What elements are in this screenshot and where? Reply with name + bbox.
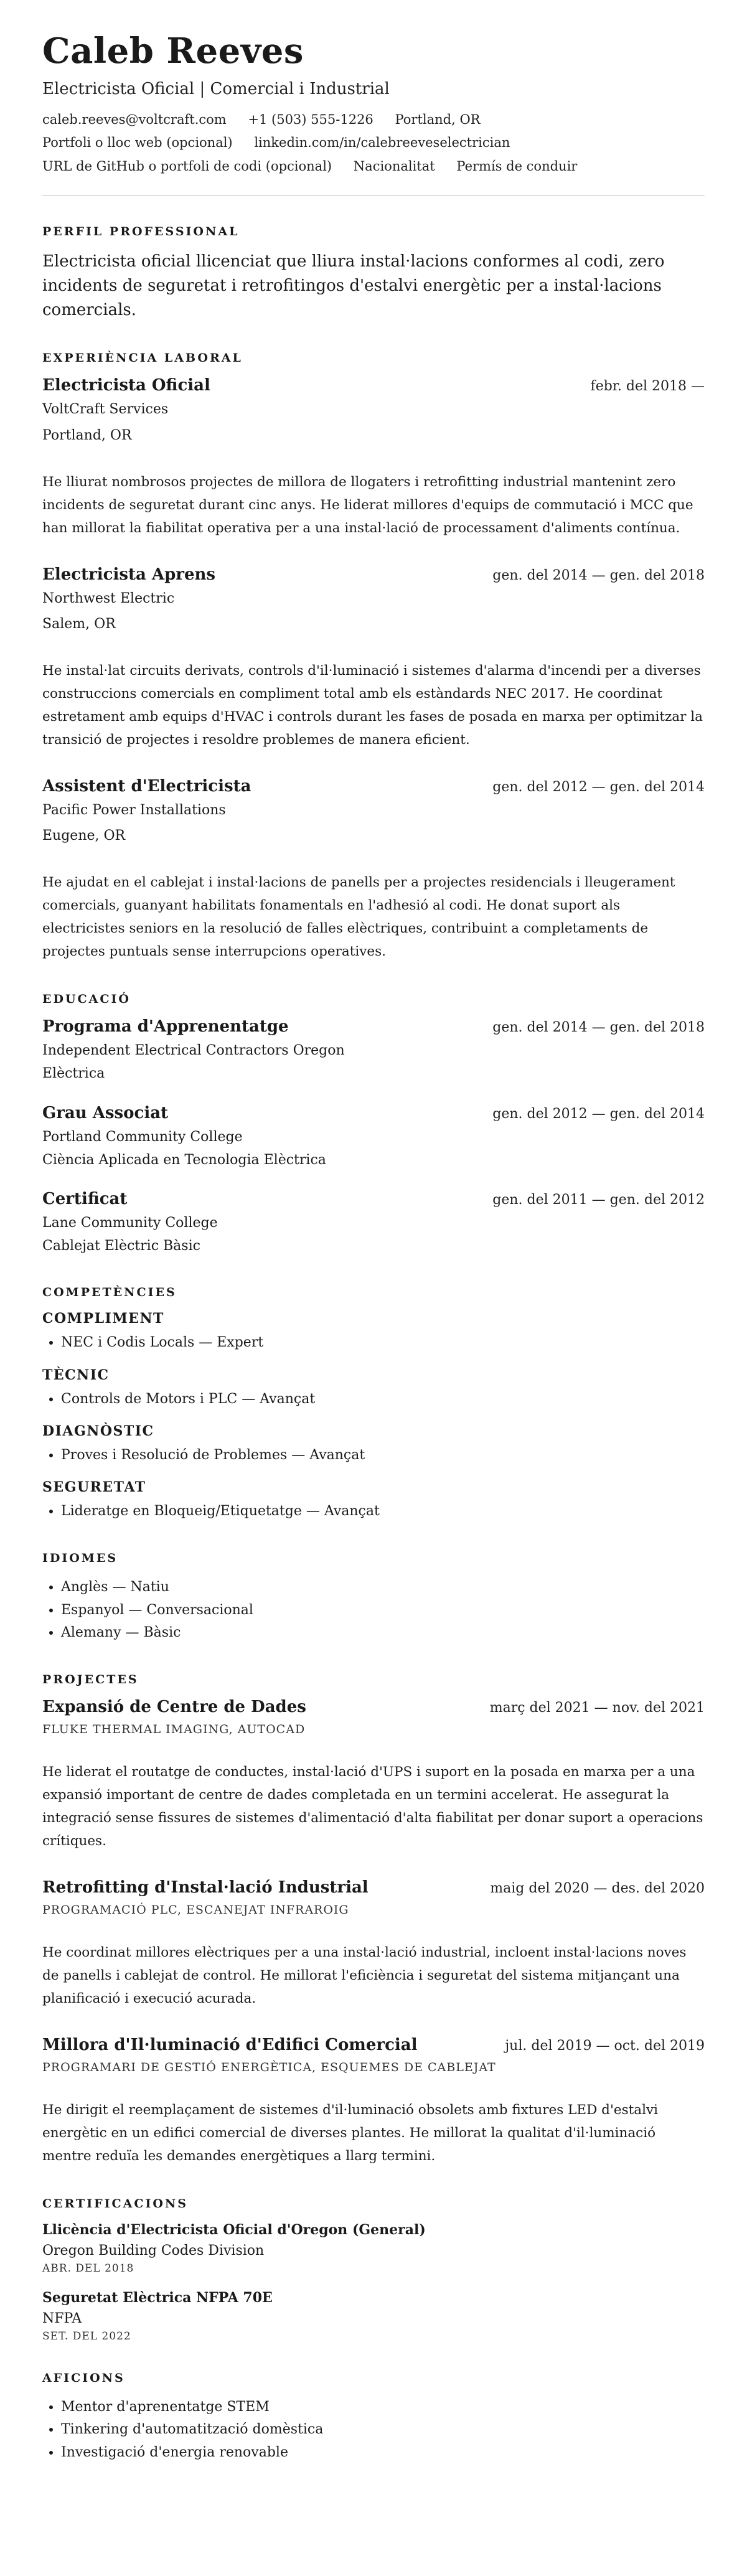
experience-title: EXPERIÈNCIA LABORAL [42, 351, 243, 365]
location-text: Portland, OR [395, 111, 481, 127]
project-description: He coordinat millores elèctriques per a una instal·lació industrial, incloent instal·lacions noves de panells i cablejat de control. He millorat l'eficiència i seguretat del sistema mitjançant una planificació i execució acurada. [42, 1945, 687, 2007]
hobby-item: • Investigació d'energia renovable [61, 2442, 705, 2464]
project-tech: PROGRAMACIÓ PLC, ESCANEJAT INFRAROIG [42, 1903, 349, 1917]
contact-row-2 [42, 133, 705, 154]
degree-date: gen. del 2014 — gen. del 2018 [492, 1020, 705, 1036]
cert-date: ABR. DEL 2018 [42, 2262, 134, 2275]
summary-title: PERFIL PROFESSIONAL [42, 225, 240, 239]
candidate-name: Caleb Reeves [42, 31, 304, 72]
skill-category: COMPLIMENT [42, 1310, 164, 1327]
job-location: Eugene, OR [42, 828, 126, 844]
skill-category: SEGURETAT [42, 1479, 146, 1496]
degree-date: gen. del 2011 — gen. del 2012 [492, 1192, 705, 1208]
job-company: Pacific Power Installations [42, 802, 226, 818]
school-name: Portland Community College [42, 1129, 243, 1145]
linkedin-link[interactable]: linkedin.com/in/calebreeveselectrician [254, 135, 510, 151]
nationality-text: Nacionalitat [353, 158, 435, 174]
candidate-role: Electricista Oficial | Comercial i Industrial [42, 79, 390, 98]
email-link[interactable]: caleb.reeves@voltcraft.com [42, 111, 227, 127]
contact-row-3 [42, 156, 705, 177]
experience-entry [42, 777, 705, 964]
project-description: He liderat el routatge de conductes, instal·lació d'UPS i suport en la posada en marxa per a una expansió important de centre de dades completada en un termini accelerat. He assegurat la integració sense fissures de sistemes d'alimentació d'alta fiabilitat per donar suport a operacions crítiques. [42, 1764, 703, 1850]
cert-name: Llicència d'Electricista Oficial d'Oregon (General) [42, 2222, 426, 2239]
experience-entry [42, 565, 705, 752]
language-item: • Anglès — Natiu [61, 1576, 705, 1599]
job-description: He lliurat nombrosos projectes de millora de llogaters i retrofitting industrial mantenint zero incidents de seguretat durant cinc anys. He liderat millores d'equips de commutació i MCC que han millorat la fiabilitat operativa per a una instal·lació de processament d'aliments contínua. [42, 474, 693, 536]
job-date: gen. del 2012 — gen. del 2014 [492, 779, 705, 795]
project-entry [42, 1878, 705, 2011]
projects-title: PROJECTES [42, 1673, 139, 1687]
education-entry [42, 1190, 705, 1257]
cert-name: Seguretat Elèctrica NFPA 70E [42, 2290, 273, 2306]
experience-section [42, 351, 705, 964]
project-entry [42, 2036, 705, 2168]
skill-category: TÈCNIC [42, 1366, 110, 1383]
project-tech: PROGRAMARI DE GESTIÓ ENERGÈTICA, ESQUEMES DE CABLEJAT [42, 2061, 496, 2075]
languages-section [42, 1551, 705, 1644]
job-date: gen. del 2014 — gen. del 2018 [492, 567, 705, 583]
job-location: Portland, OR [42, 427, 132, 443]
project-date: maig del 2020 — des. del 2020 [490, 1881, 705, 1897]
job-date: febr. del 2018 — [590, 378, 705, 395]
certifications-title: CERTIFICACIONS [42, 2197, 188, 2211]
degree-field: Ciència Aplicada en Tecnologia Elèctrica [42, 1152, 326, 1168]
cert-issuer: NFPA [42, 2311, 82, 2327]
project-description: He dirigit el reemplaçament de sistemes d'il·luminació obsolets amb fixtures LED d'estalvi energètic en un edifici comercial de diverses plantes. He millorat la qualitat d'il·luminació mentre reduïa les demandes energètiques a llarg termini. [42, 2102, 658, 2165]
skill-group [42, 1479, 705, 1523]
cert-date: SET. DEL 2022 [42, 2330, 131, 2343]
hobbies-section [42, 2371, 705, 2464]
degree-date: gen. del 2012 — gen. del 2014 [492, 1106, 705, 1122]
degree-title: Programa d'Apprenentatge [42, 1017, 289, 1037]
certification-entry [42, 2290, 705, 2343]
license-text: Permís de conduir [456, 158, 578, 174]
education-entry [42, 1017, 705, 1084]
project-tech: FLUKE THERMAL IMAGING, AUTOCAD [42, 1723, 306, 1737]
skill-group [42, 1423, 705, 1467]
phone-text: +1 (503) 555-1226 [248, 111, 374, 127]
cert-issuer: Oregon Building Codes Division [42, 2243, 265, 2259]
school-name: Lane Community College [42, 1215, 218, 1231]
certifications-section [42, 2197, 705, 2343]
job-title: Electricista Oficial [42, 376, 210, 395]
languages-title: IDIOMES [42, 1551, 118, 1566]
resume-header [42, 32, 705, 177]
project-title: Millora d'Il·luminació d'Edifici Comercial [42, 2036, 418, 2055]
skill-item: • NEC i Codis Locals — Expert [61, 1332, 705, 1354]
skills-title: COMPETÈNCIES [42, 1286, 177, 1300]
education-title: EDUCACIÓ [42, 992, 131, 1007]
summary-text: Electricista oficial llicenciat que lliura instal·lacions conformes al codi, zero incidents de seguretat i retrofitingos d'estalvi energètic per a instal·lacions comercials. [42, 252, 665, 320]
job-description: He instal·lat circuits derivats, controls d'il·luminació i sistemes d'alarma d'incendi per a diverses construccions comercials en compliment total amb els estàndards NEC 2017. He coordinat estretament amb equips d'HVAC i controls durant les fases de posada en marxa per optimitzar la transició de projectes i resoldre problemes de manera eficient. [42, 663, 703, 748]
job-company: Northwest Electric [42, 590, 175, 606]
education-entry [42, 1104, 705, 1171]
hobbies-title: AFICIONS [42, 2371, 125, 2386]
job-title: Electricista Aprens [42, 565, 216, 584]
summary-section [42, 225, 705, 322]
skill-item: • Proves i Resolució de Problemes — Avançat [61, 1444, 705, 1467]
hobby-item: • Mentor d'aprenentatge STEM [61, 2396, 705, 2419]
skills-section [42, 1286, 705, 1523]
contact-row-1 [42, 110, 705, 131]
job-location: Salem, OR [42, 616, 116, 632]
project-date: març del 2021 — nov. del 2021 [489, 1700, 705, 1716]
skill-item: • Lideratge en Bloqueig/Etiquetatge — Avançat [61, 1500, 705, 1523]
degree-field: Elèctrica [42, 1066, 105, 1082]
github-link[interactable]: URL de GitHub o portfoli de codi (opcional) [42, 158, 332, 174]
hobby-item: • Tinkering d'automatització domèstica [61, 2419, 705, 2441]
project-title: Retrofitting d'Instal·lació Industrial [42, 1878, 369, 1897]
degree-title: Certificat [42, 1189, 128, 1208]
school-name: Independent Electrical Contractors Oregon [42, 1043, 345, 1059]
job-title: Assistent d'Electricista [42, 776, 251, 796]
skill-item: • Controls de Motors i PLC — Avançat [61, 1388, 705, 1411]
project-title: Expansió de Centre de Dades [42, 1698, 306, 1717]
education-section [42, 992, 705, 1257]
experience-entry [42, 376, 705, 540]
certification-entry [42, 2222, 705, 2275]
degree-title: Grau Associat [42, 1103, 169, 1122]
language-item: • Espanyol — Conversacional [61, 1599, 705, 1622]
skill-group [42, 1367, 705, 1411]
projects-section [42, 1673, 705, 2168]
project-date: jul. del 2019 — oct. del 2019 [505, 2038, 705, 2054]
language-item: • Alemany — Bàsic [61, 1622, 705, 1644]
job-description: He ajudat en el cablejat i instal·lacions de panells per a projectes residencials i lleugerament comercials, guanyant habilitats fonamentals en l'adhesió al codi. He donat suport als electricistes seniors en la resolució de falles elèctriques, contribuint a completaments de projectes puntuals sense interrupcions operatives. [42, 875, 675, 960]
skill-category: DIAGNÒSTIC [42, 1422, 154, 1439]
header-divider [42, 195, 705, 196]
project-entry [42, 1698, 705, 1853]
portfolio-link[interactable]: Portfoli o lloc web (opcional) [42, 135, 233, 151]
job-company: VoltCraft Services [42, 402, 169, 418]
degree-field: Cablejat Elèctric Bàsic [42, 1238, 200, 1254]
skill-group [42, 1310, 705, 1354]
